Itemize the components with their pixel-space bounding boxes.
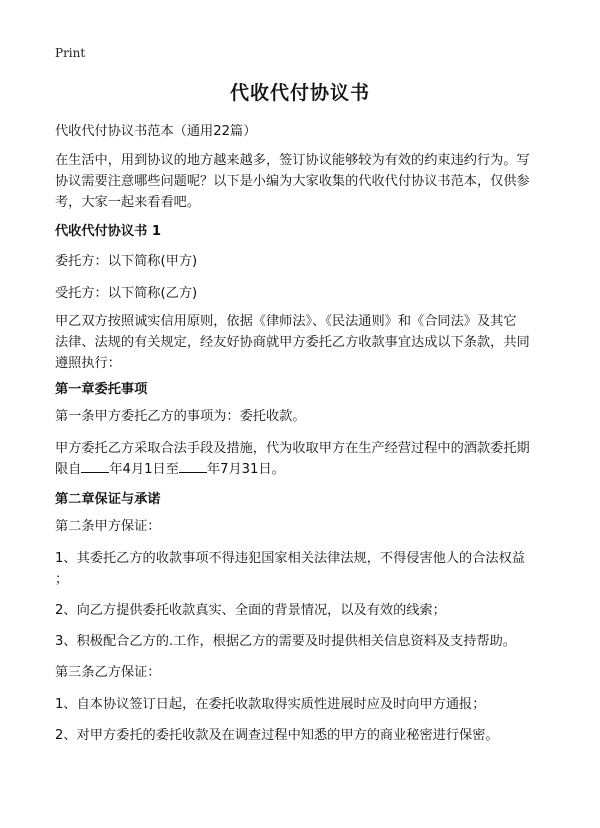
article-2: 第二条甲方保证：	[55, 519, 161, 534]
basis-line-3: 遵照执行：	[55, 356, 121, 371]
intro-line-2: 协议需要注意哪些问题呢？以下是小编为大家收集的代收代付协议书范本，仅供参	[55, 174, 530, 189]
document-subtitle: 代收代付协议书范本（通用22篇）	[55, 124, 257, 139]
print-link[interactable]: Print	[55, 46, 86, 60]
page-title: 代收代付协议书	[229, 82, 370, 104]
article-3: 第三条乙方保证：	[55, 665, 161, 680]
basis-line-1: 甲乙双方按照诚实信用原则，依据《律师法》、《民法通则》和《合同法》及其它	[55, 314, 517, 329]
period-end: 年7月31日。	[206, 462, 285, 477]
article-1-detail-line-1: 甲方委托乙方采取合法手段及措施，代为收取甲方在生产经营过程中的酒款委托期	[55, 441, 530, 456]
chapter-1-heading: 第一章委托事项	[55, 382, 148, 397]
party-a-item-3: 3、积极配合乙方的.工作，根据乙方的需要及时提供相关信息资料及支持帮助。	[55, 634, 516, 649]
section-heading: 代收代付协议书 1	[55, 224, 162, 239]
party-b-item-2: 2、对甲方委托的委托收款及在调查过程中知悉的甲方的商业秘密进行保密。	[55, 728, 499, 743]
party-a-item-1-line-2: ；	[55, 572, 69, 587]
party-a-item-2: 2、向乙方提供委托收款真实、全面的背景情况，以及有效的线索；	[55, 603, 446, 618]
period-prefix: 限自	[55, 462, 82, 477]
party-b-item-1: 1、自本协议签订日起，在委托收款取得实质性进展时应及时向甲方通报；	[55, 697, 486, 712]
year-blank-start	[81, 460, 109, 473]
period-start: 年4月1日至	[109, 462, 179, 477]
intro-line-3: 考，大家一起来看看吧。	[55, 195, 201, 210]
chapter-2-heading: 第二章保证与承诺	[55, 492, 161, 507]
basis-line-2: 法律、法规的有关规定，经友好协商就甲方委托乙方收款事宜达成以下条款，共同	[55, 335, 530, 350]
party-b-line: 受托方：以下简称(乙方)	[55, 286, 198, 301]
intro-line-1: 在生活中，用到协议的地方越来越多，签订协议能够较为有效的约束违约行为。写	[55, 153, 530, 168]
party-a-item-1-line-1: 1、其委托乙方的收款事项不得违犯国家相关法律法规，不得侵害他人的合法权益	[55, 551, 525, 566]
article-1: 第一条甲方委托乙方的事项为：委托收款。	[55, 409, 306, 424]
article-1-detail-line-2	[55, 459, 555, 480]
party-a-line: 委托方：以下简称(甲方)	[55, 254, 198, 269]
year-blank-end	[179, 460, 207, 473]
